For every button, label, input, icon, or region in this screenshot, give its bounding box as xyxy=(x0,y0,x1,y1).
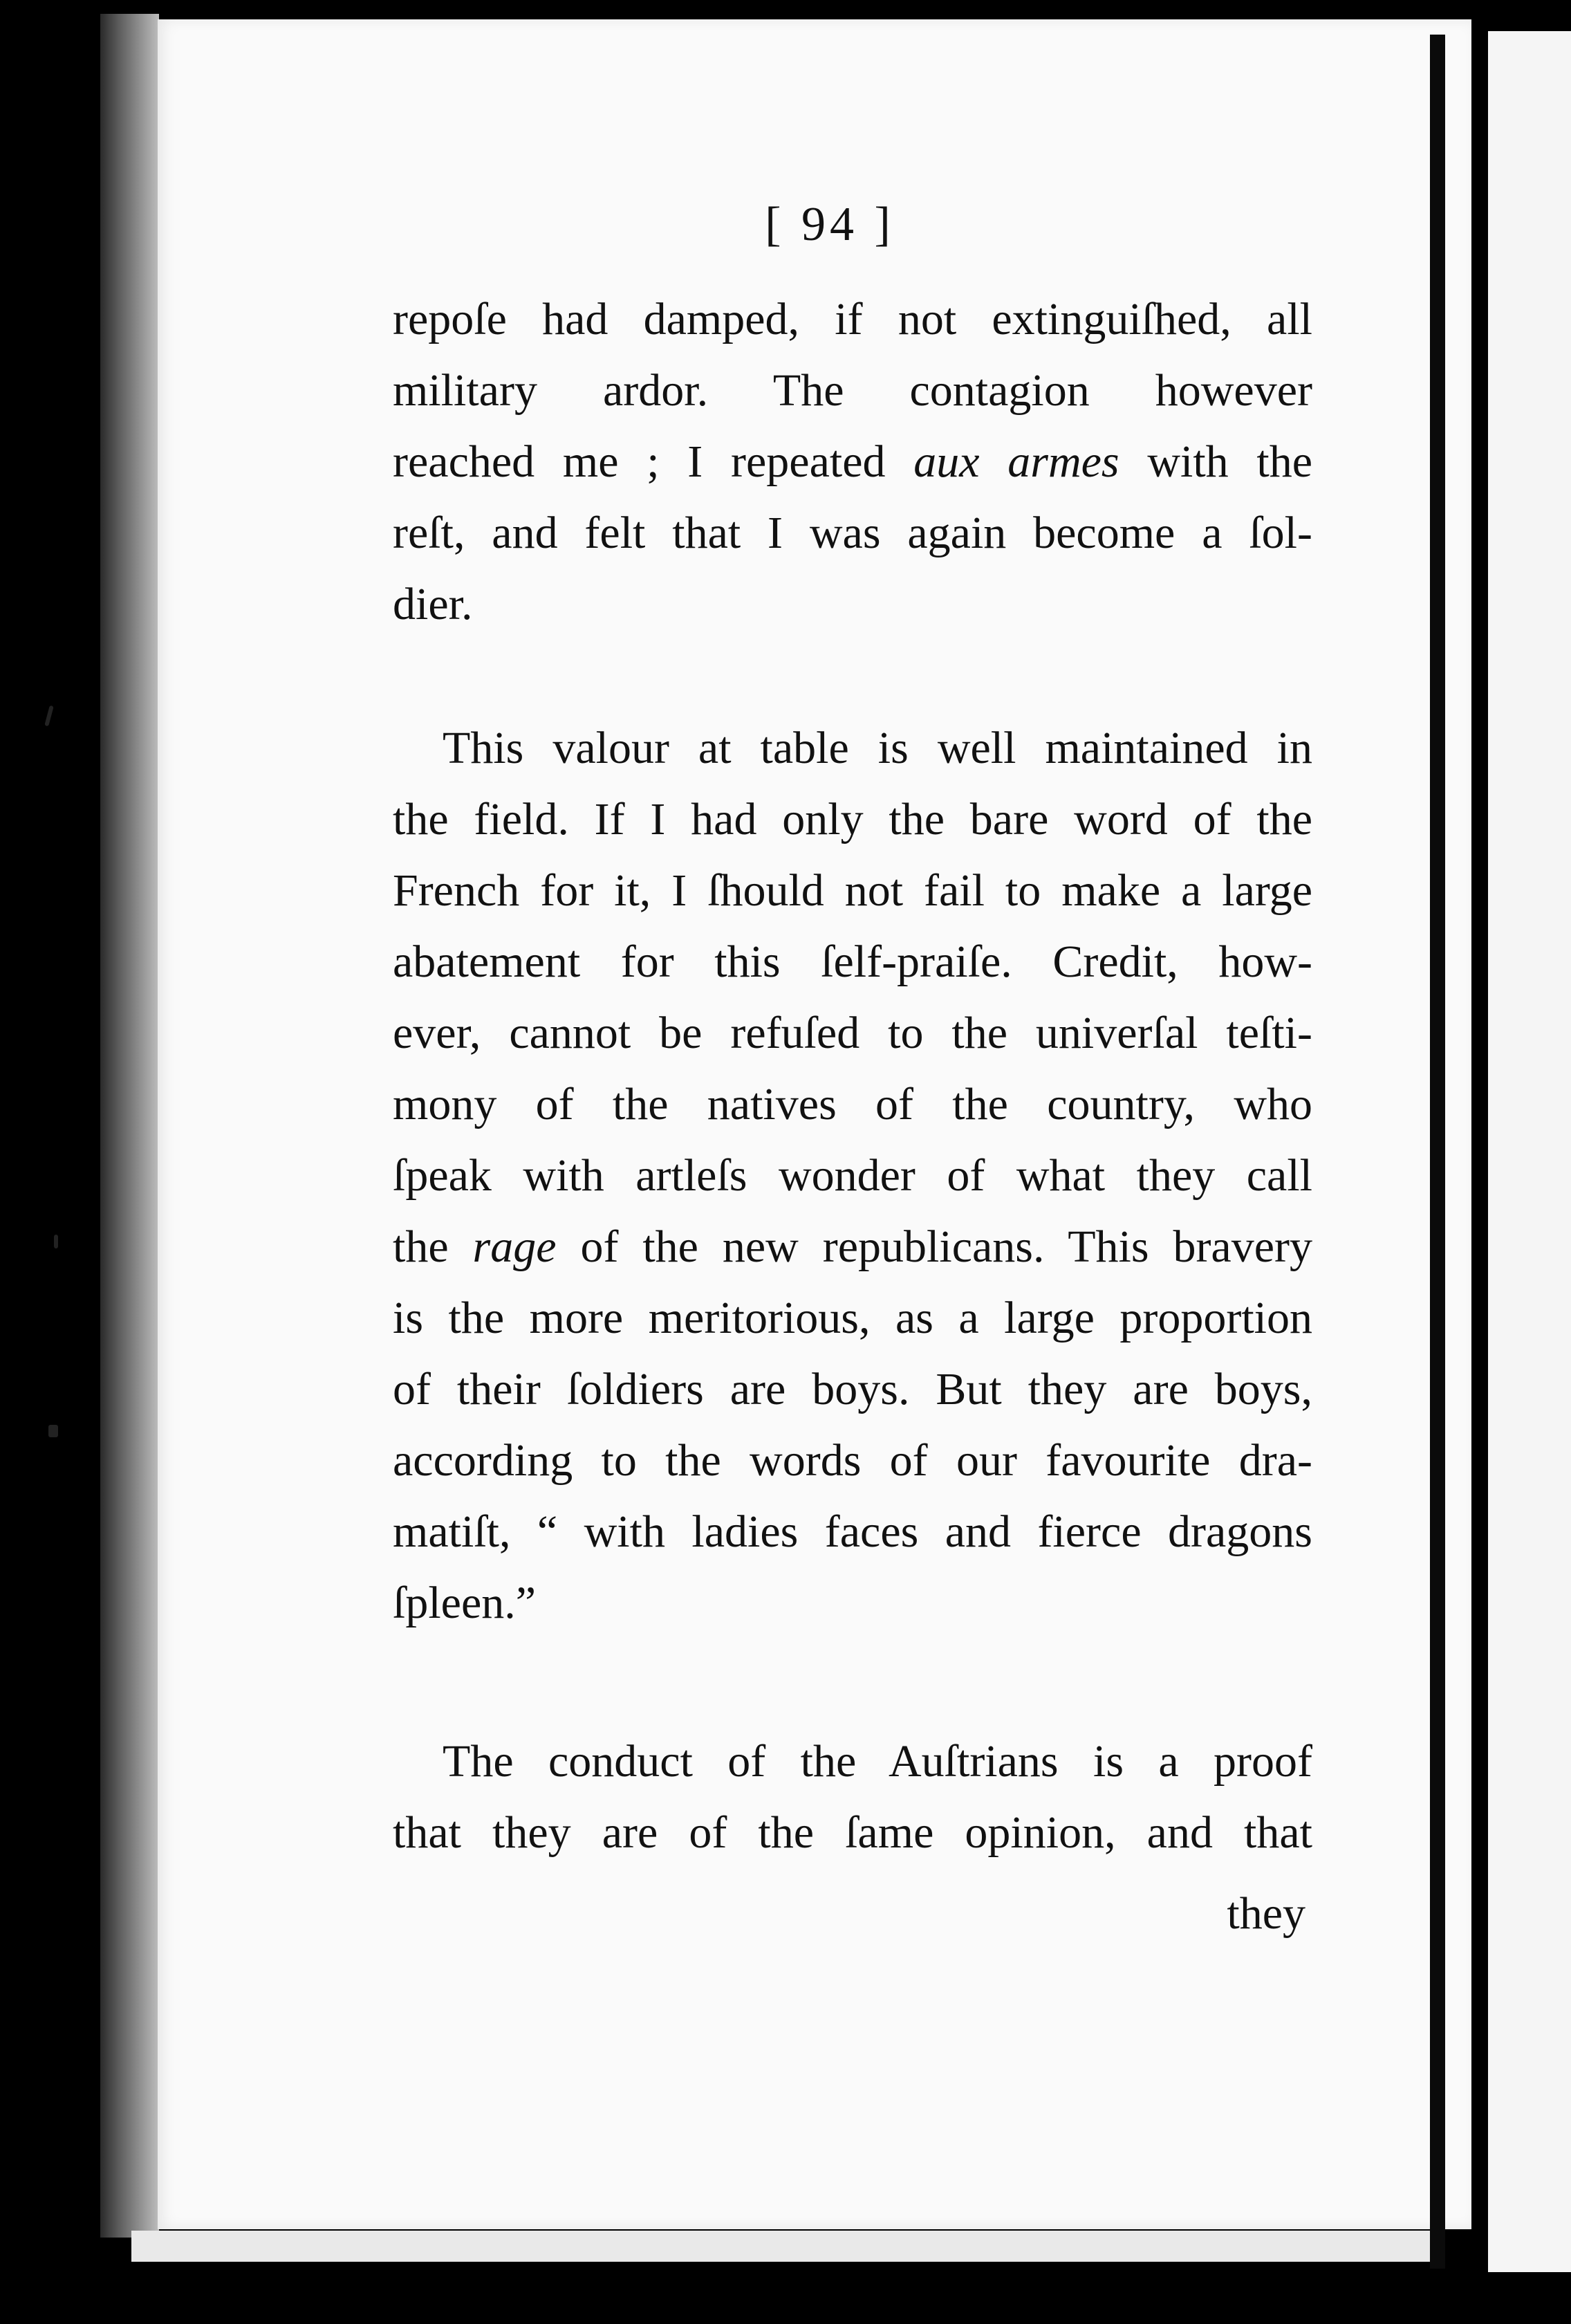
text-line: the field. If I had only the bare word of the xyxy=(393,794,1312,845)
text-segment: the xyxy=(393,1221,473,1272)
page-edge xyxy=(1430,35,1445,2269)
text-line: is the more meritorious, as a large proportion xyxy=(393,1293,1312,1343)
text-line: matiſt, “ with ladies faces and fierce dragons xyxy=(393,1506,1312,1557)
text-line: The conduct of the Auſtrians is a proof xyxy=(443,1736,1312,1787)
text-line: according to the words of our favourite dra- xyxy=(393,1435,1312,1486)
text-line: French for it, I ſhould not fail to make a large xyxy=(393,865,1312,916)
text-line xyxy=(393,1211,1312,1282)
text-line: mony of the natives of the country, who xyxy=(393,1079,1312,1129)
facing-page-edge xyxy=(1488,31,1571,2272)
text-line: ever, cannot be refuſed to the univerſal teſti- xyxy=(393,1008,1312,1058)
text-line: that they are of the ſame opinion, and that xyxy=(393,1807,1312,1858)
text-line: abatement for this ſelf-praiſe. Credit, how- xyxy=(393,937,1312,987)
text-line: This valour at table is well maintained in xyxy=(443,723,1312,773)
paragraph-2 xyxy=(393,712,1312,1639)
text-line: ſpeak with artleſs wonder of what they call xyxy=(393,1150,1312,1201)
text-line xyxy=(393,426,1312,497)
text-line: repoſe had damped, if not extinguiſhed, all xyxy=(393,294,1312,344)
paragraph-3 xyxy=(393,1726,1312,1868)
gutter-shadow xyxy=(100,14,159,2238)
text-line: military ardor. The contagion however xyxy=(393,365,1312,416)
text-line: ſpleen.” xyxy=(393,1578,537,1628)
speck xyxy=(48,1425,58,1437)
speck xyxy=(54,1235,58,1248)
text-line: reſt, and felt that I was again become a ſol- xyxy=(393,508,1312,558)
italic-word: rage xyxy=(472,1221,557,1272)
page-number-header: [ 94 ] xyxy=(765,198,895,251)
paragraph-1 xyxy=(393,284,1312,640)
page-bottom-edge xyxy=(131,2231,1431,2262)
text-line: of their ſoldiers are boys. But they are boys, xyxy=(393,1364,1312,1414)
text-segment: of the new republicans. This bravery xyxy=(556,1221,1312,1272)
text-segment: reached me ; I repeated xyxy=(393,436,914,487)
italic-phrase: aux armes xyxy=(913,436,1119,487)
text-segment: with the xyxy=(1119,436,1313,487)
catchword: they xyxy=(1227,1888,1305,1939)
text-line: dier. xyxy=(393,579,473,629)
